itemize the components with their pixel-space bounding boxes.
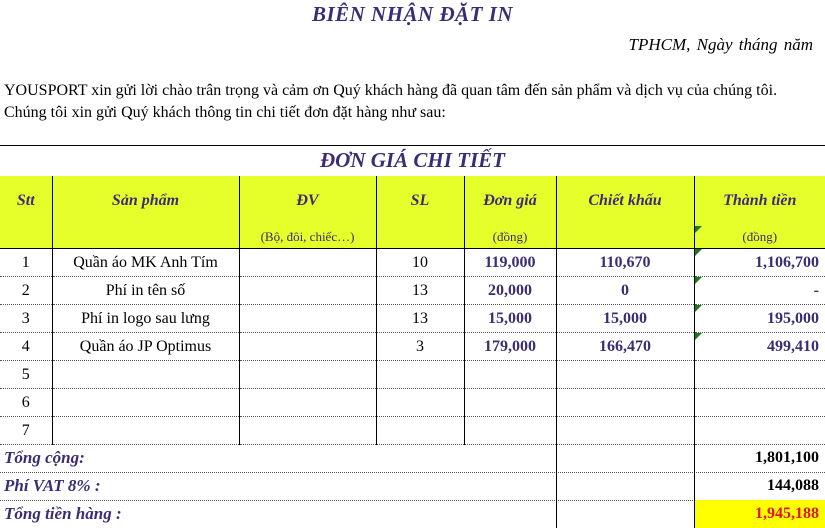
row-price (464, 361, 556, 389)
header-stt: Stt (0, 176, 52, 226)
row-product (52, 361, 239, 389)
vat-value: 144,088 (767, 477, 819, 494)
row-total (694, 249, 825, 277)
row-total-value: - (813, 281, 819, 299)
unit-qty (376, 226, 464, 249)
row-price: 15,000 (464, 305, 556, 333)
row-price: 20,000 (464, 277, 556, 305)
row-stt: 6 (0, 389, 52, 417)
cell-divider (694, 472, 695, 500)
row-discount: 110,670 (556, 249, 694, 277)
row-qty: 13 (376, 277, 464, 305)
row-stt: 1 (0, 249, 52, 277)
row-price: 179,000 (464, 333, 556, 361)
row-price (464, 417, 556, 445)
row-unit (239, 389, 376, 417)
cell-divider (694, 500, 695, 528)
subtotal-value: 1,801,100 (755, 449, 819, 466)
dateline: TPHCM, Ngày tháng năm (628, 35, 813, 54)
grand-total-label: Tổng tiền hàng : (4, 504, 122, 523)
row-unit (239, 417, 376, 445)
row-product (52, 389, 239, 417)
intro-text: YOUSPORT xin gửi lời chào trân trọng và cảm ơn Quý khách hàng đã quan tâm đến sản phẩm và dịch vụ của chúng tôi. Chúng tôi xin gửi Quý khách thông tin chi tiết đơn đặt hàng như sau: (4, 82, 778, 121)
vat-row (0, 472, 825, 501)
row-qty (376, 389, 464, 417)
row-discount: 166,470 (556, 333, 694, 361)
row-total (694, 305, 825, 333)
unit-total (694, 226, 825, 249)
row-total (694, 361, 825, 389)
unit-total-label: (đồng) (742, 229, 778, 244)
row-product: Phí in logo sau lưng (52, 305, 239, 333)
cell-divider (694, 444, 695, 472)
table-header-row (0, 176, 825, 226)
row-discount: 15,000 (556, 305, 694, 333)
table-row (0, 249, 825, 277)
row-qty: 13 (376, 305, 464, 333)
table-row (0, 305, 825, 333)
row-total-value: 195,000 (767, 309, 819, 327)
row-unit (239, 305, 376, 333)
row-product (52, 417, 239, 445)
table-row (0, 277, 825, 305)
unit-stt (0, 226, 52, 249)
row-product: Phí in tên số (52, 277, 239, 305)
document-title: BIÊN NHẬN ĐẶT IN (311, 2, 514, 26)
table-row (0, 417, 825, 445)
header-product: Sản phẩm (52, 176, 239, 226)
grand-total-value: 1,945,188 (755, 505, 819, 522)
row-discount: 0 (556, 277, 694, 305)
row-stt: 7 (0, 417, 52, 445)
row-stt: 2 (0, 277, 52, 305)
row-total-value: 1,106,700 (755, 253, 819, 271)
row-total (694, 277, 825, 305)
row-qty (376, 417, 464, 445)
header-price: Đơn giá (464, 176, 556, 226)
row-unit (239, 333, 376, 361)
row-discount (556, 389, 694, 417)
row-discount (556, 417, 694, 445)
row-total (694, 389, 825, 417)
comment-marker-icon (695, 305, 702, 312)
row-stt: 3 (0, 305, 52, 333)
table-unit-row (0, 226, 825, 249)
table-row (0, 389, 825, 417)
comment-marker-icon (695, 249, 702, 256)
row-product: Quần áo JP Optimus (52, 333, 239, 361)
table-row (0, 333, 825, 361)
row-unit (239, 277, 376, 305)
cell-divider (556, 444, 557, 472)
cell-divider (556, 472, 557, 500)
vat-label: Phí VAT 8% : (4, 476, 101, 495)
row-unit (239, 361, 376, 389)
row-price: 119,000 (464, 249, 556, 277)
row-discount (556, 361, 694, 389)
row-total-value: 499,410 (767, 337, 819, 355)
row-total (694, 417, 825, 445)
header-discount: Chiết khấu (556, 176, 694, 226)
row-unit (239, 249, 376, 277)
row-stt: 5 (0, 361, 52, 389)
cell-divider (556, 500, 557, 528)
section-title: ĐƠN GIÁ CHI TIẾT (320, 148, 505, 172)
comment-marker-icon (695, 333, 702, 340)
unit-price: (đồng) (464, 226, 556, 249)
row-total (694, 333, 825, 361)
subtotal-row (0, 444, 825, 473)
row-product: Quần áo MK Anh Tím (52, 249, 239, 277)
grand-total-row (0, 500, 825, 528)
header-qty: SL (376, 176, 464, 226)
order-table (0, 176, 825, 445)
row-qty: 10 (376, 249, 464, 277)
row-price (464, 389, 556, 417)
comment-marker-icon (695, 226, 702, 233)
row-qty: 3 (376, 333, 464, 361)
unit-product (52, 226, 239, 249)
row-qty (376, 361, 464, 389)
divider (0, 145, 825, 146)
unit-discount (556, 226, 694, 249)
subtotal-label: Tổng cộng: (4, 448, 85, 467)
unit-unit: (Bộ, đôi, chiếc…) (239, 226, 376, 249)
header-unit: ĐV (239, 176, 376, 226)
comment-marker-icon (695, 277, 702, 284)
table-row (0, 361, 825, 389)
row-stt: 4 (0, 333, 52, 361)
header-total: Thành tiền (694, 176, 825, 226)
